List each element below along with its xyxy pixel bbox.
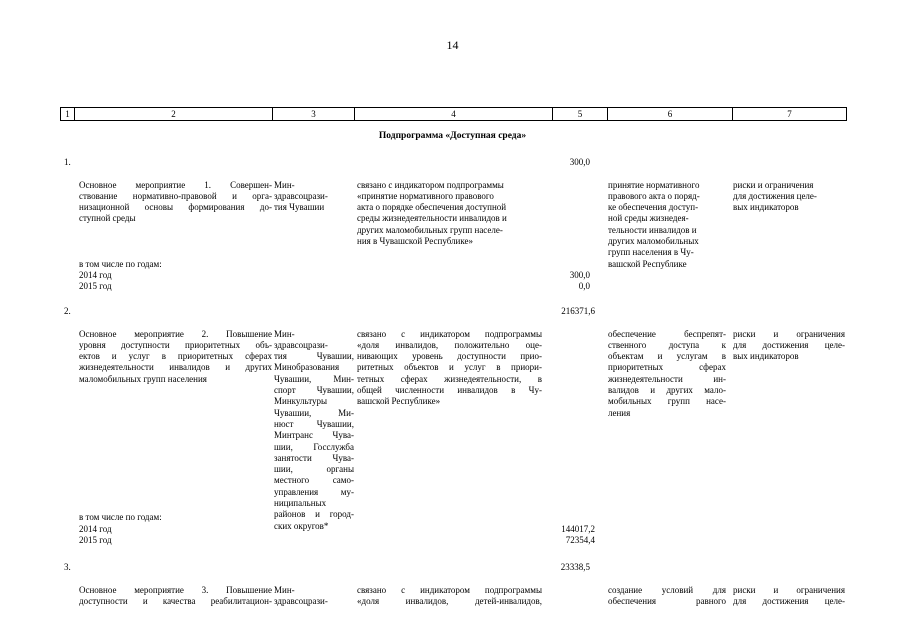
risks-cell: риски и ограничения для достижения целе- вых индикаторов xyxy=(733,328,845,362)
header-col-3: 3 xyxy=(273,108,355,120)
by-years-label: в том числе по годам: xyxy=(79,512,162,522)
row-number: 2. xyxy=(64,306,71,316)
table-header xyxy=(60,107,847,121)
result-cell: обеспечение беспрепят- ственного доступа к объектам и услугам в приоритетных сферах жизнедеятельности ин- валидов и других мало- мобильных групп насе- ления xyxy=(608,328,726,418)
executors-cell: Мин- здравсоцрази- тия Чувашии xyxy=(274,179,328,213)
risks-cell: риски и ограничения для достижения целе- вых индикаторов xyxy=(733,179,817,213)
executors-cell: Мин- здравсоцрази- xyxy=(274,584,328,606)
header-col-1: 1 xyxy=(61,108,75,120)
result-cell: принятие нормативного правового акта о поряд- ке обеспечения доступ- ной среды жизнедея- тельности инвалидов и других маломобильных групп населения в Чу- вашской Республике xyxy=(608,179,700,269)
measure-cell: Основное мероприятие 1. Совершен- ствование нормативно-правовой и орга- низационной основы формирования до- ступной среды xyxy=(79,179,272,224)
row-number: 1. xyxy=(64,157,71,167)
header-col-7: 7 xyxy=(787,109,792,119)
indicator-cell: связано с индикатором подпрограммы «принятие нормативного правового акта о порядке обеспечения доступной среды жизнедеятельности инвалидов и других маломобильных групп населе- ния в Чувашской Республике» xyxy=(357,179,507,247)
result-cell: создание условий для обеспечения равного xyxy=(608,584,726,606)
year-label: 2015 год xyxy=(79,535,112,545)
indicator-cell: связано с индикатором подпрограммы «доля инвалидов, положительно оце- нивающих уровень доступности прио- ритетных объектов и услуг в приори- тетных сферах жизнедеятельности, в общей численности инвалидов в Чу- вашской Республике» xyxy=(357,328,542,407)
page-number: 14 xyxy=(446,38,459,52)
amount-cell: 23338,5 xyxy=(560,562,590,572)
year-value: 144017,2 xyxy=(561,524,595,534)
subprogram-title: Подпрограмма «Доступная среда» xyxy=(378,131,527,141)
row-number: 3. xyxy=(64,562,71,572)
measure-cell: Основное мероприятие 3. Повышение доступности и качества реабилитацион- xyxy=(79,584,272,606)
year-value: 72354,4 xyxy=(565,535,595,545)
year-label: 2014 год xyxy=(79,270,112,280)
header-col-4: 4 xyxy=(355,108,553,120)
year-label: 2014 год xyxy=(79,524,112,534)
year-value: 300,0 xyxy=(569,270,590,280)
by-years-label: в том числе по годам: xyxy=(79,259,162,269)
year-label: 2015 год xyxy=(79,281,112,291)
indicator-cell: связано с индикатором подпрограммы «доля инвалидов, детей-инвалидов, xyxy=(357,584,542,606)
year-value: 0,0 xyxy=(578,281,590,291)
header-col-2: 2 xyxy=(75,108,273,120)
amount-cell: 216371,6 xyxy=(561,306,595,316)
amount-cell: 300,0 xyxy=(569,157,590,167)
measure-cell: Основное мероприятие 2. Повышение уровня доступности приоритетных объ- ектов и услуг в приоритетных сферах жизнедеятельности инвалидов и других маломобильных групп населения xyxy=(79,328,272,384)
header-col-5: 5 xyxy=(553,108,608,120)
header-col-6: 6 xyxy=(608,108,733,120)
risks-cell: риски и ограничения для достижения целе- xyxy=(733,584,845,606)
executors-cell: Мин- здравсоцрази- тия Чувашии, Минобразования Чувашии, Мин- спорт Чувашии, Минкультуры Чувашии, Ми- нюст Чувашии, Минтранс Чува- шии, Госслужба занятости Чува- шии, органы местного само- управления му- ниципальных районов и город- ских округов* xyxy=(274,328,354,531)
